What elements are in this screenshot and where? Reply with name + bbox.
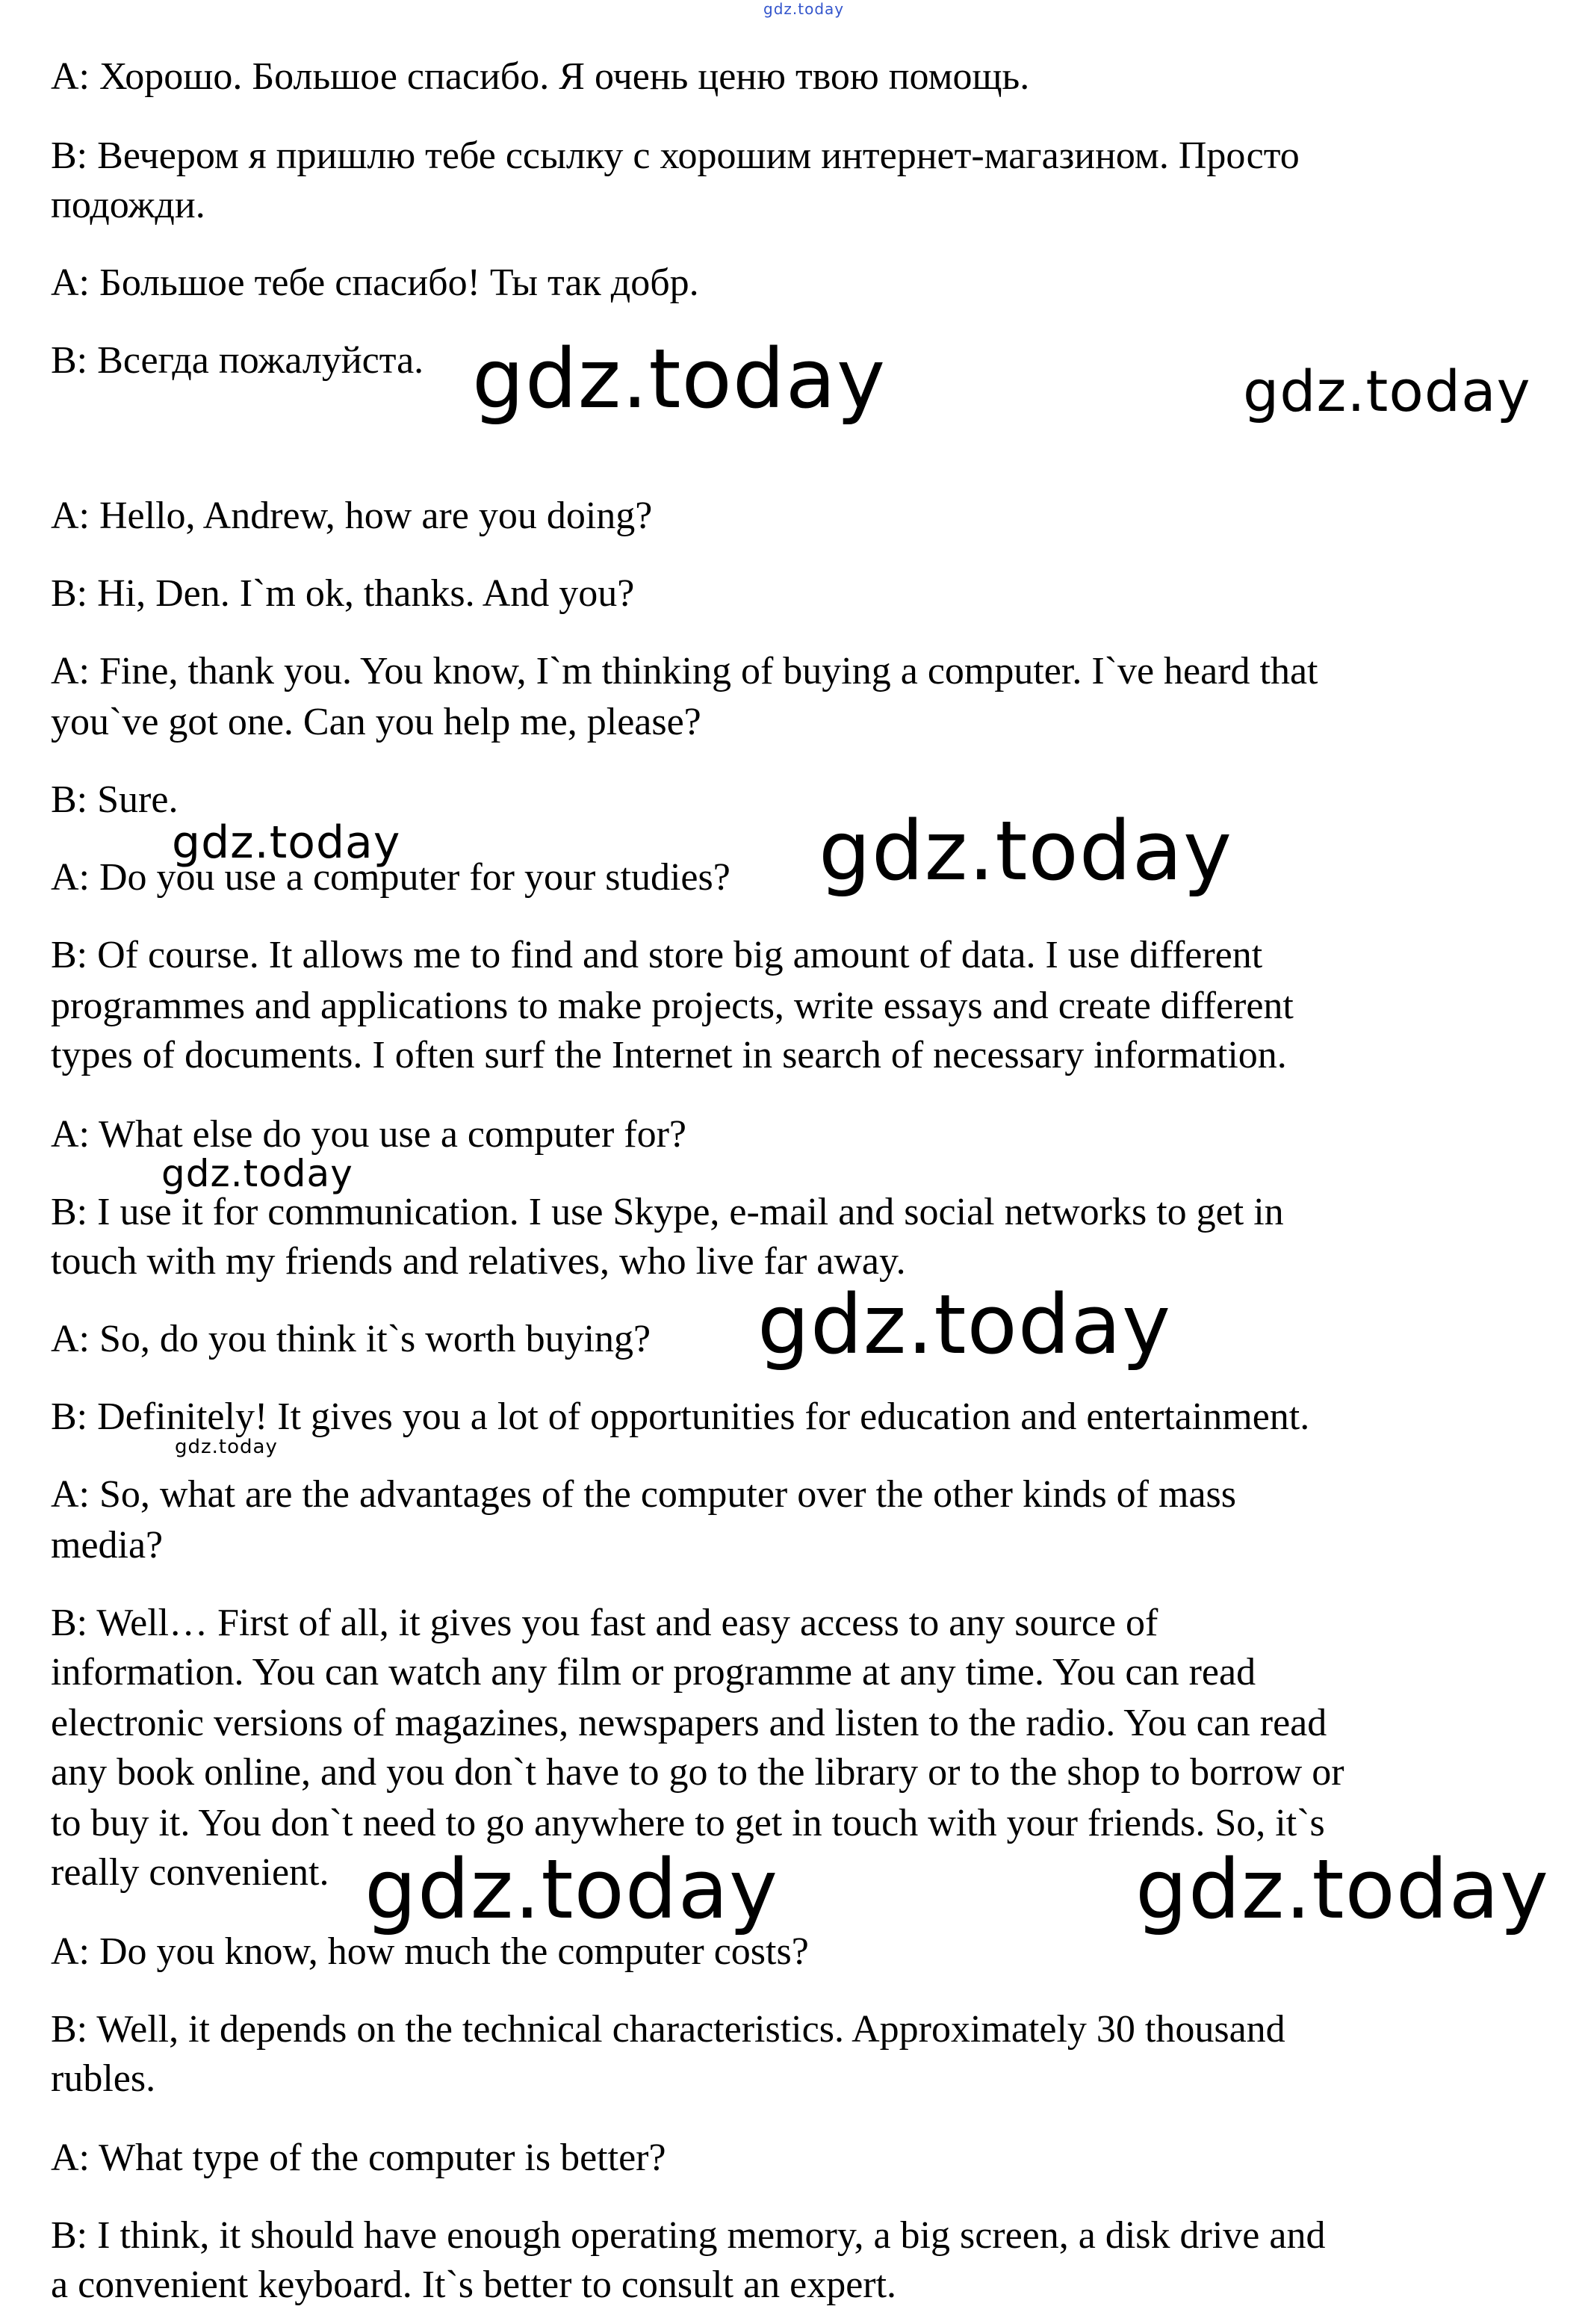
dialogue-line: B: Вечером я пришлю тебе ссылку с хорошим интернет-магазином. Просто [51,134,1300,177]
dialogue-line: A: Хорошо. Большое спасибо. Я очень ценю твою помощь. [51,55,1030,98]
dialogue-line: any book online, and you don`t have to go to the library or to the shop to borrow or [51,1751,1344,1794]
dialogue-line: подожди. [51,184,205,226]
dialogue-line: touch with my friends and relatives, who live far away. [51,1240,906,1283]
dialogue-line: B: Hi, Den. I`m ok, thanks. And you? [51,572,635,615]
dialogue-line: B: Sure. [51,778,179,821]
dialogue-line: B: Всегда пожалуйста. [51,339,424,382]
dialogue-line: B: Definitely! It gives you a lot of opportunities for education and entertainment. [51,1395,1310,1438]
watermark-large: gdz.today [1135,1841,1550,1937]
dialogue-line: to buy it. You don`t need to go anywhere to get in touch with your friends. So, it`s [51,1802,1325,1844]
dialogue-line: A: So, do you think it`s worth buying? [51,1318,651,1360]
watermark-medium: gdz.today [1243,358,1531,424]
dialogue-line: you`ve got one. Can you help me, please? [51,701,701,743]
watermark-large: gdz.today [819,803,1233,899]
dialogue-line: electronic versions of magazines, newspapers and listen to the radio. You can read [51,1702,1327,1744]
dialogue-line: types of documents. I often surf the Internet in search of necessary information. [51,1034,1287,1076]
dialogue-line: programmes and applications to make projects, write essays and create different [51,985,1294,1027]
dialogue-line: A: Большое тебе спасибо! Ты так добр. [51,261,699,304]
dialogue-line: A: Do you know, how much the computer costs? [51,1930,809,1973]
dialogue-line: A: So, what are the advantages of the computer over the other kinds of mass [51,1473,1236,1516]
dialogue-line: media? [51,1524,164,1567]
dialogue-line: B: Well… First of all, it gives you fast and easy access to any source of [51,1602,1158,1644]
dialogue-line: A: Hello, Andrew, how are you doing? [51,495,653,537]
dialogue-line: information. You can watch any film or programme at any time. You can read [51,1651,1256,1694]
watermark-large: gdz.today [365,1841,779,1937]
dialogue-line: a convenient keyboard. It`s better to consult an expert. [51,2263,897,2306]
dialogue-line: A: What type of the computer is better? [51,2136,666,2179]
dialogue-line: A: Fine, thank you. You know, I`m thinking of buying a computer. I`ve heard that [51,650,1318,692]
dialogue-line: A: Do you use a computer for your studies? [51,856,730,899]
dialogue-line: B: Well, it depends on the technical characteristics. Approximately 30 thousand [51,2008,1285,2051]
watermark-tiny: gdz.today [175,1436,278,1458]
watermark-small: gdz.today [161,1152,353,1195]
watermark-small: gdz.today [172,817,401,869]
watermark-top: gdz.today [763,0,845,18]
watermark-large: gdz.today [757,1277,1172,1372]
dialogue-line: B: I think, it should have enough operating memory, a big screen, a disk drive and [51,2214,1326,2257]
watermark-large: gdz.today [472,331,887,427]
dialogue-line: A: What else do you use a computer for? [51,1113,686,1156]
dialogue-line: B: I use it for communication. I use Skype, e-mail and social networks to get in [51,1191,1284,1233]
dialogue-line: B: Of course. It allows me to find and store big amount of data. I use different [51,934,1263,976]
dialogue-line: rubles. [51,2057,156,2100]
dialogue-line: really convenient. [51,1851,329,1894]
